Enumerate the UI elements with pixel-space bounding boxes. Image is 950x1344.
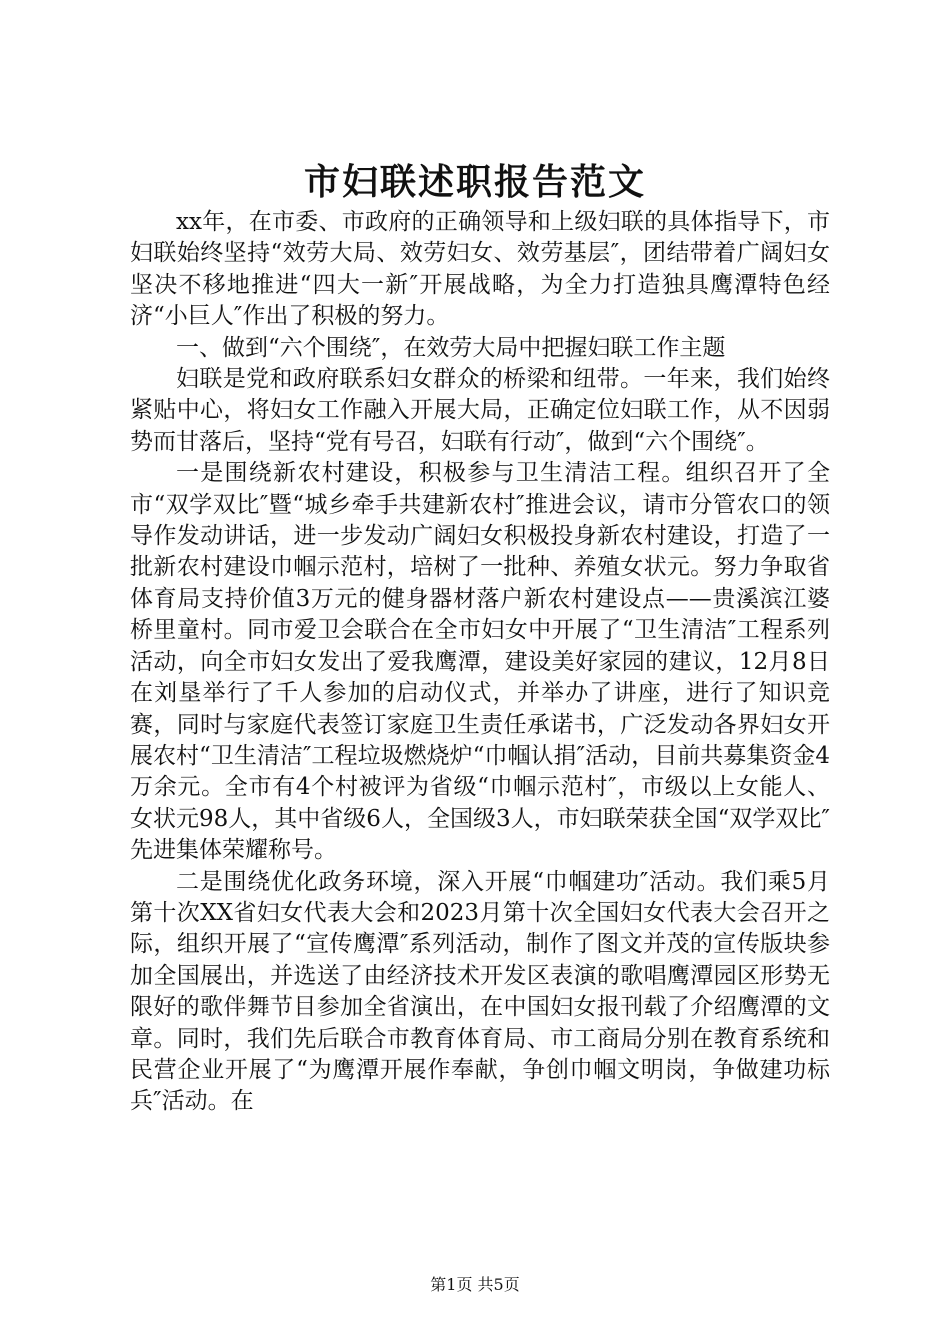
document-title: 市妇联述职报告范文 bbox=[303, 161, 646, 203]
paragraph-point-2: 二是围绕优化政务环境，深入开展“巾帼建功″活动。我们乘5月第十次XX省妇女代表大会和2023月第十次全国妇女代表大会召开之际，组织开展了“宣传鹰潭″系列活动，制作了图文并茂的宣传版块参加全国展出，并选送了由经济技术开发区表演的歌唱鹰潭园区形势无限好的歌伴舞节目参加全省演出，在中国妇女报刊载了介绍鹰潭的文章。同时，我们先后联合市教育体育局、市工商局分别在教育系统和民营企业开展了“为鹰潭开展作奉献，争创巾帼文明岗，争做建功标兵″活动。在 bbox=[130, 868, 830, 1115]
section-heading-1: 一、做到“六个围绕″，在效劳大局中把握妇联工作主题 bbox=[176, 334, 726, 361]
paragraph-intro: xx年，在市委、市政府的正确领导和上级妇联的具体指导下，市妇联始终坚持“效劳大局、效劳妇女、效劳基层″，团结带着广阔妇女坚决不移地推进“四大一新″开展战略，为全力打造独具鹰潭特色经济“小巨人″作出了积极的努力。 bbox=[130, 209, 830, 330]
document-body bbox=[130, 207, 830, 1118]
paragraph-section-1-intro: 妇联是党和政府联系妇女群众的桥梁和纽带。一年来，我们始终紧贴中心，将妇女工作融入开展大局，正确定位妇联工作，从不因弱势而甘落后，坚持“党有号召，妇联有行动″，做到“六个围绕″。 bbox=[130, 366, 830, 455]
page-footer: 第1页 共5页 bbox=[430, 1275, 520, 1294]
paragraph-point-1: 一是围绕新农村建设，积极参与卫生清洁工程。组织召开了全市“双学双比″暨“城乡牵手共建新农村″推进会议，请市分管农口的领导作发动讲话，进一步发动广阔妇女积极投身新农村建设，打造了一批新农村建设巾帼示范村，培树了一批种、养殖女状元。努力争取省体育局支持价值3万元的健身器材落户新农村建设点——贵溪滨江婆桥里童村。同市爱卫会联合在全市妇女中开展了“卫生清洁″工程系列活动，向全市妇女发出了爱我鹰潭，建设美好家园的建议，12月8日在刘垦举行了千人参加的启动仪式，并举办了讲座，进行了知识竞赛，同时与家庭代表签订家庭卫生责任承诺书，广泛发动各界妇女开展农村“卫生清洁″工程垃圾燃烧炉“巾帼认捐″活动，目前共募集资金4万余元。全市有4个村被评为省级“巾帼示范村″，市级以上女能人、女状元98人，其中省级6人，全国级3人，市妇联荣获全国“双学双比″先进集体荣耀称号。 bbox=[130, 460, 830, 864]
